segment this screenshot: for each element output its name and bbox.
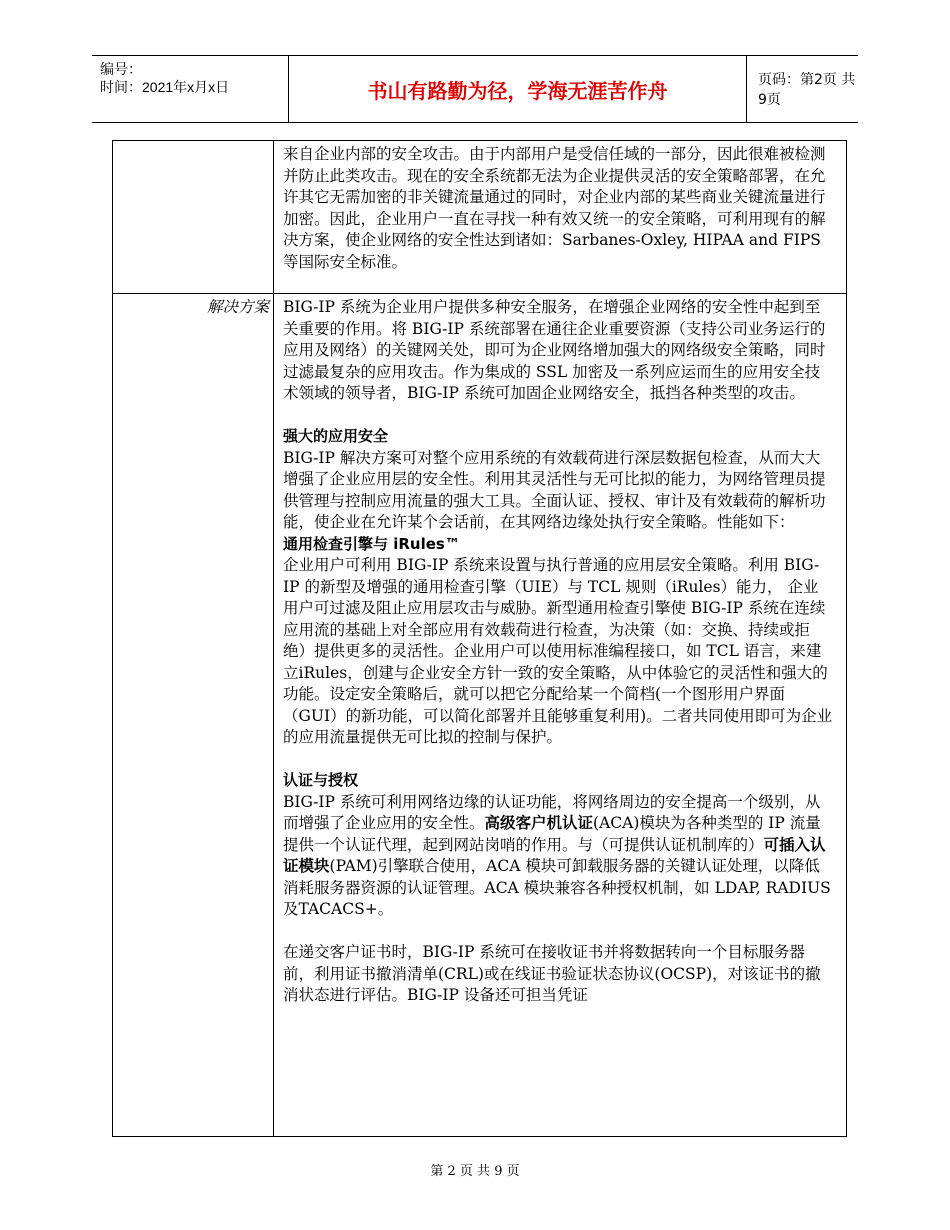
content-table — [112, 140, 847, 1137]
section-title-uie-irules: 通用检查引擎与 iRules™ — [283, 534, 460, 553]
section-text-uie-irules: 企业用户可利用 BIG-IP 系统来设置与执行普通的应用层安全策略。利用 BIG-IP 的新型及增强的通用检查引擎（UIE）与 TCL 规则（iRules）能力， 企业用户可过滤及阻止应用层攻击与威胁。新型通用检查引擎使 BIG-IP 系统在连续应用流的基础上对全部应用有效载荷进行检查，为决策（如：交换、持续或拒绝）提供更多的灵活性。企业用户可以使用标准编程接口，如 TCL 语言，来建立iRules，创建与企业安全方针一致的安全策略，从中体验它的灵活性和强大的功能。设定安全策略后，就可以把它分配给某一个简档(一个图形用户界面（GUI）的新功能，可以简化部署并且能够重复利用)。二者共同使用即可为企业的应用流量提供无可比拟的控制与保护。 — [283, 556, 833, 746]
header-page-info: 页码：第2页 共9页 — [758, 72, 856, 108]
page-header — [92, 55, 858, 123]
section-title-auth: 认证与授权 — [283, 771, 359, 789]
header-motto: 书山有路勤为径，学海无涯苦作舟 — [288, 56, 747, 122]
column-divider — [273, 141, 274, 1136]
section-text-app-security: BIG-IP 解决方案可对整个应用系统的有效载荷进行深层数据包检查，从而大大增强了企业应用层的安全性。利用其灵活性与无可比拟的能力，为网络管理员提供管理与控制应用流量的强大工具。全面认证、授权、审计及有效载荷的解析功能，使企业在允许某个会话前，在其网络边缘处执行安全策略。性能如下： — [283, 448, 826, 531]
row2-content — [283, 297, 833, 1007]
pam-term: 可插入认证模块 — [283, 835, 826, 875]
header-meta — [100, 60, 280, 96]
row1-content — [283, 144, 833, 273]
aca-term: 高级客户机认证 — [484, 814, 594, 832]
document-number-label: 编号： — [100, 61, 142, 77]
page-footer: 第 2 页 共 9 页 — [430, 1164, 520, 1179]
section-title-app-security: 强大的应用安全 — [283, 427, 389, 445]
solution-intro: BIG-IP 系统为企业用户提供多种安全服务，在增强企业网络的安全性中起到至关重要的作用。将 BIG-IP 系统部署在通往企业重要资源（支持公司业务运行的应用及网络）的关键网关处，即可为企业网络增加强大的网络级安全策略，同时过滤最复杂的应用攻击。作为集成的 SSL 加密及一系列应运而生的应用安全技术领域的领导者，BIG-IP 系统可加固企业网络安全，抵挡各种类型的攻击。 — [283, 298, 826, 402]
section-text-auth: BIG-IP 系统可利用网络边缘的认证功能，将网络周边的安全提高一个级别，从而增强了企业应用的安全性。高级客户机认证(ACA)模块为各种类型的 IP 流量提供一个认证代理，起到网站岗哨的作用。与（可提供认证机制库的）可插入认证模块(PAM)引擎联合使用，ACA 模块可卸载服务器的关键认证处理，以降低消耗服务器资源的认证管理。ACA 模块兼容各种授权机制，如 LDAP, RADIUS 及TACACS+。 — [283, 792, 831, 918]
row2-label: 解决方案 — [206, 298, 269, 316]
section-text-certificates: 在递交客户证书时，BIG-IP 系统可在接收证书并将数据转向一个目标服务器前，利用证书撤消清单(CRL)或在线证书验证状态协议(OCSP)，对该证书的撤消状态进行评估。BIG-IP 设备还可担当凭证 — [283, 943, 821, 1004]
document-time: 时间：2021年x月x日 — [100, 79, 230, 95]
row1-paragraph: 来自企业内部的安全攻击。由于内部用户是受信任域的一部分，因此很难被检测并防止此类攻击。现在的安全系统都无法为企业提供灵活的安全策略部署，在允许其它无需加密的非关键流量通过的同时，对企业内部的某些商业关键流量进行加密。因此，企业用户一直在寻找一种有效又统一的安全策略，可利用现有的解决方案，使企业网络的安全性达到诸如：Sarbanes-Oxley, HIPAA and FIPS 等国际安全标准。 — [283, 145, 826, 271]
row-divider — [113, 293, 846, 294]
